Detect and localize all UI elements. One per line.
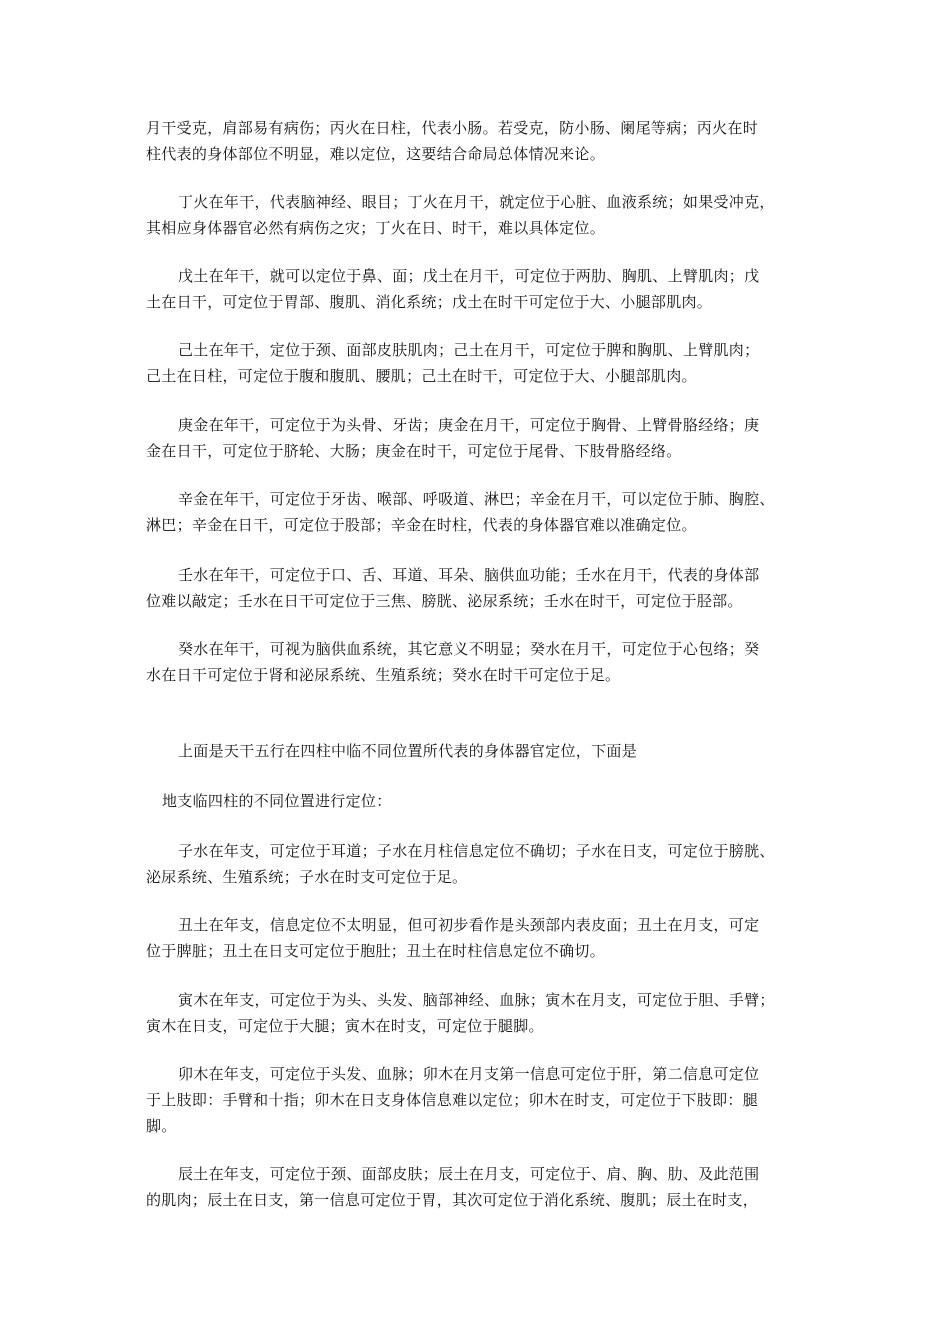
paragraph-wu-earth bbox=[146, 263, 810, 315]
text-line: 柱代表的身体部位不明显，难以定位，这要结合命局总体情况来论。 bbox=[146, 145, 606, 163]
text-line: 月干受克，肩部易有病伤；丙火在日柱，代表小肠。若受克，防小肠、阑尾等病；丙火在时 bbox=[146, 119, 759, 137]
text-line: 丁火在年干，代表脑神经、眼目；丁火在月干，就定位于心脏、血液系统；如果受冲克， bbox=[178, 193, 775, 211]
text-line: 的肌肉；辰土在日支，第一信息可定位于胃，其次可定位于消化系统、腹肌；辰土在时支， bbox=[146, 1191, 759, 1209]
paragraph-bing-fire bbox=[146, 115, 810, 167]
text-line: 脚。 bbox=[146, 1117, 177, 1135]
text-line: 壬水在年干，可定位于口、舌、耳道、耳朵、脑供血功能；壬水在月干，代表的身体部 bbox=[178, 566, 760, 584]
paragraph-mao-wood bbox=[146, 1061, 810, 1139]
text-line: 其相应身体器官必然有病伤之灾；丁火在日、时干，难以具体定位。 bbox=[146, 219, 606, 237]
paragraph-zi-water bbox=[146, 838, 810, 890]
text-line: 己土在年干，定位于颈、面部皮肤肌肉；己土在月干，可定位于脾和胸肌、上臂肌肉； bbox=[178, 341, 760, 359]
text-line: 戊土在年干，就可以定位于鼻、面；戊土在月干，可定位于两肋、胸肌、上臂肌肉；戊 bbox=[178, 267, 760, 285]
transition-line-2: 地支临四柱的不同位置进行定位： bbox=[162, 792, 392, 810]
text-line: 辰土在年支，可定位于颈、面部皮肤；辰土在月支，可定位于、肩、胸、肋、及此范围 bbox=[178, 1165, 760, 1183]
text-line: 泌尿系统、生殖系统；子水在时支可定位于足。 bbox=[146, 868, 468, 886]
paragraph-chou-earth bbox=[146, 912, 810, 964]
paragraph-ren-water bbox=[146, 562, 810, 614]
text-line: 淋巴；辛金在日干，可定位于股部；辛金在时柱，代表的身体器官难以准确定位。 bbox=[146, 516, 697, 534]
paragraph-gui-water bbox=[146, 636, 810, 688]
text-line: 寅木在年支，可定位于为头、头发、脑部神经、血脉；寅木在月支，可定位于胆、手臂； bbox=[178, 991, 775, 1009]
text-line: 寅木在日支，可定位于大腿；寅木在时支，可定位于腿脚。 bbox=[146, 1017, 544, 1035]
text-line: 土在日干，可定位于胃部、腹肌、消化系统；戊土在时干可定位于大、小腿部肌肉。 bbox=[146, 293, 713, 311]
text-line: 己土在日柱，可定位于腹和腹肌、腰肌；己土在时干，可定位于大、小腿部肌肉。 bbox=[146, 367, 697, 385]
text-line: 丑土在年支，信息定位不太明显，但可初步看作是头颈部内表皮面；丑土在月支，可定 bbox=[178, 916, 760, 934]
text-line: 卯木在年支，可定位于头发、血脉；卯木在月支第一信息可定位于肝，第二信息可定位 bbox=[178, 1065, 760, 1083]
text-line: 庚金在年干，可定位于为头骨、牙齿；庚金在月干，可定位于胸骨、上臂骨胳经络；庚 bbox=[178, 416, 760, 434]
paragraph-geng-metal bbox=[146, 412, 810, 464]
text-line: 子水在年支，可定位于耳道；子水在月柱信息定位不确切；子水在日支，可定位于膀胱、 bbox=[178, 842, 775, 860]
text-line: 金在日干，可定位于脐轮、大肠；庚金在时干，可定位于尾骨、下肢骨胳经络。 bbox=[146, 442, 682, 460]
transition-line-1: 上面是天干五行在四柱中临不同位置所代表的身体器官定位，下面是 bbox=[178, 742, 638, 760]
paragraph-yin-wood bbox=[146, 987, 810, 1039]
paragraph-ji-earth bbox=[146, 337, 810, 389]
text-line: 水在日干可定位于肾和泌尿系统、生殖系统；癸水在时干可定位于足。 bbox=[146, 666, 621, 684]
text-line: 于上肢即：手臂和十指；卯木在日支身体信息难以定位；卯木在时支，可定位于下肢即：腿 bbox=[146, 1091, 759, 1109]
text-line: 辛金在年干，可定位于牙齿、喉部、呼吸道、淋巴；辛金在月干，可以定位于肺、胸腔、 bbox=[178, 490, 775, 508]
paragraph-chen-earth bbox=[146, 1161, 810, 1213]
text-line: 位难以敲定；壬水在日干可定位于三焦、膀胱、泌尿系统；壬水在时干，可定位于胫部。 bbox=[146, 592, 743, 610]
text-line: 位于脾脏；丑土在日支可定位于胞肚；丑土在时柱信息定位不确切。 bbox=[146, 942, 606, 960]
paragraph-ding-fire bbox=[146, 189, 810, 241]
text-line: 癸水在年干，可视为脑供血系统，其它意义不明显；癸水在月干，可定位于心包络；癸 bbox=[178, 640, 760, 658]
paragraph-xin-metal bbox=[146, 486, 810, 538]
